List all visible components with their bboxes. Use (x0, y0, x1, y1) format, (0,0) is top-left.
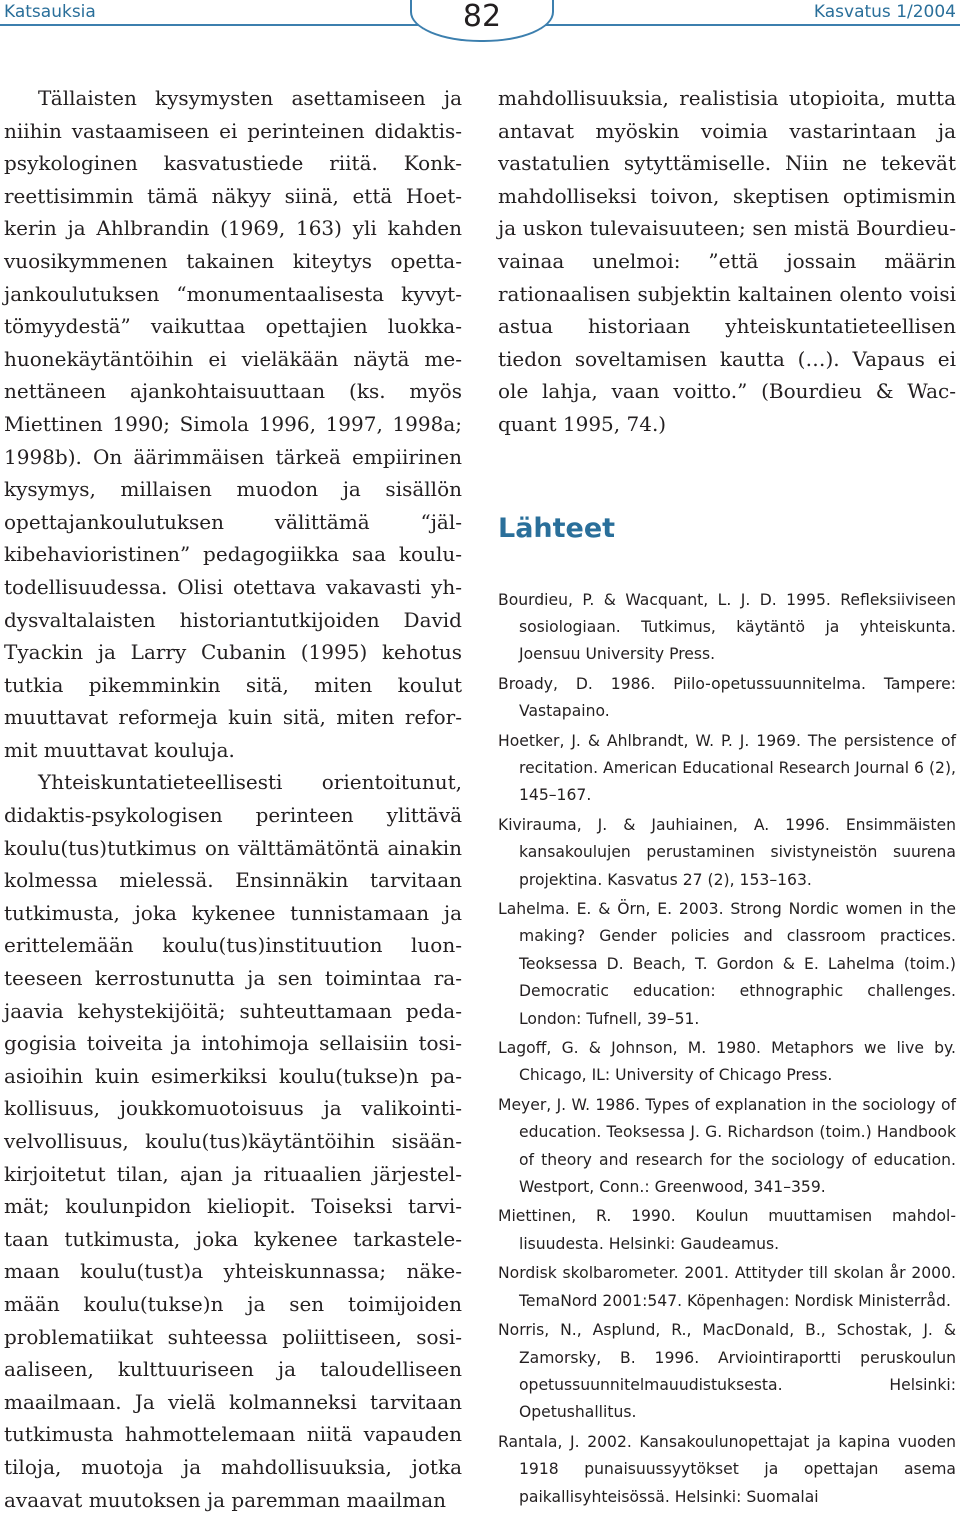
reference-item: Lagoff, G. & Johnson, M. 1980. Metaphors we live by. Chicago, IL: University of Chicago Press. (498, 1039, 956, 1085)
reference-item: Rantala, J. 2002. Kansakoulunopettajat ja kapina vuoden 1918 punaisuussyytökset ja opettajan asema paikallisyhteisössä. Helsinki: Suomalai (498, 1432, 956, 1506)
page-number: 82 (462, 0, 502, 34)
body-paragraph: Yhteiskuntatieteellisesti orientoitunut, didaktis-psykologisen perinteen ylittävä koulu(tus)tutkimus on välttämätöntä ainakin kolmessa mielessä. Ensinnäkin tarvitaan tutkimusta, joka kykenee tunnistamaan ja erittelemään koulu(tus)instituution luonteeseen kerrostunutta ja sen toimintaa rajaavia kehystekijöitä; suhteuttamaan pedagogisia toiveita ja intohimoja sellaisiin tosiasioihin kuin esimerkiksi koulu(tukse)n pakollisuus, joukkomuotoisuus ja valikointivelvollisuus, koulu(tus)käytäntöihin sisäänkirjoitetut tilan, ajan ja rituaalien järjestelmät; koulunpidon kieliopit. Toiseksi tarvitaan tutkimusta, joka kykenee tarkastelemaan koulu(tust)a yhteiskunnassa; näkemään koulu(tukse)n ja sen toimijoiden problematiikat suhteessa poliittiseen, sosiaaliseen, kulttuuriseen ja taloudelliseen maailmaan. Ja vielä kolmanneksi tarvitaan tutkimusta hahmottelemaan niitä vapauden tiloja, muotoja ja mahdollisuuksia, jotka avaavat muutoksen ja paremman maailman (4, 770, 462, 1512)
references-heading: Lähteet (498, 512, 616, 544)
reference-item: Bourdieu, P. & Wacquant, L. J. D. 1995. Refleksiiviseen sosiologiaan. Tutkimus, käytäntö ja yhteiskunta. Joensuu University Press. (498, 590, 956, 664)
left-column (4, 82, 462, 1516)
reference-item: Nordisk skolbarometer. 2001. Attityder till skolan år 2000. TemaNord 2001:547. Köpenhagen: Nordisk Ministerråd. (498, 1264, 956, 1310)
reference-item: Norris, N., Asplund, R., MacDonald, B., Schostak, J. & Zamorsky, B. 1996. Arviointiraportti peruskoulun opetussuunnitelmauudistuksesta. Helsinki: Opetushallitus. (498, 1321, 956, 1422)
journal-issue: Kasvatus 1/2004 (813, 2, 956, 22)
body-paragraph-continued: mahdollisuuksia, realistisia utopioita, mutta antavat myöskin voimia vastarintaan ja vastatulien sytyttämiselle. Niin ne tekevät mahdolliseksi toivon, skeptisen optimismin ja uskon tulevaisuuteen; sen mistä Bourdieu-vainaa unelmoi: ”että jossain määrin rationaalisen subjektin kaltainen olento voisi astua historiaan yhteiskuntatieteellisen tiedon soveltamisen kautta (…). Vapaus ei ole lahja, vaan voitto.” (Bourdieu & Wacquant 1995, 74.) (498, 86, 956, 436)
reference-item: Kivirauma, J. & Jauhiainen, A. 1996. Ensimmäisten kansakoulujen perustaminen sivistyneistön suurena projektina. Kasvatus 27 (2), 153–163. (498, 815, 956, 889)
reference-item: Meyer, J. W. 1986. Types of explanation in the sociology of education. Teoksessa J. G. Richardson (toim.) Handbook of theory and research for the sociology of education. Westport, Conn.: Greenwood, 341–359. (498, 1095, 956, 1197)
reference-item: Miettinen, R. 1990. Koulun muuttamisen mahdollisuudesta. Helsinki: Gaudeamus. (498, 1207, 956, 1253)
right-column (498, 82, 956, 1513)
body-paragraph: Tällaisten kysymysten asettamiseen ja niihin vastaamiseen ei perinteinen didaktis-psykologinen kasvatustiede riitä. Konkreettisimmin tämä näkyy siinä, että Hoetkerin ja Ahlbrandin (1969, 163) yli kahden vuosikymmenen takainen kiteytys opettajankoulutuksen “monumentaalisesta kyvyttömyydestä” vaikuttaa opettajien luokkahuonekäytäntöihin ei vieläkään näytä menettäneen ajankohtaisuuttaan (ks. myös Miettinen 1990; Simola 1996, 1997, 1998a; 1998b). On äärimmäisen tärkeä empiirinen kysymys, millaisen muodon ja sisällön opettajankoulutuksen välittämä “jälkibehavioristinen” pedagogiikka saa koulutodellisuudessa. Olisi otettava vakavasti yhdysvaltalaisten historiantutkijoiden David Tyackin ja Larry Cubanin (1995) kehotus tutkia pikemminkin sitä, miten koulut muuttavat reformeja kuin sitä, miten reformit muuttavat kouluja. (4, 86, 462, 762)
reference-item: Broady, D. 1986. Piilo-opetussuunnitelma. Tampere: Vastapaino. (498, 674, 956, 721)
reference-list (498, 587, 956, 1511)
section-label: Katsauksia (4, 2, 96, 22)
reference-item: Lahelma. E. & Örn, E. 2003. Strong Nordic women in the making? Gender policies and classroom practices. Teoksessa D. Beach, T. Gordon & E. Lahelma (toim.) Democratic education: ethnographic challenges. London: Tufnell, 39–51. (498, 900, 956, 1028)
reference-item: Hoetker, J. & Ahlbrandt, W. P. J. 1969. The persistence of recitation. American Educational Research Journal 6 (2), 145–167. (498, 731, 956, 805)
page-header (0, 0, 960, 34)
